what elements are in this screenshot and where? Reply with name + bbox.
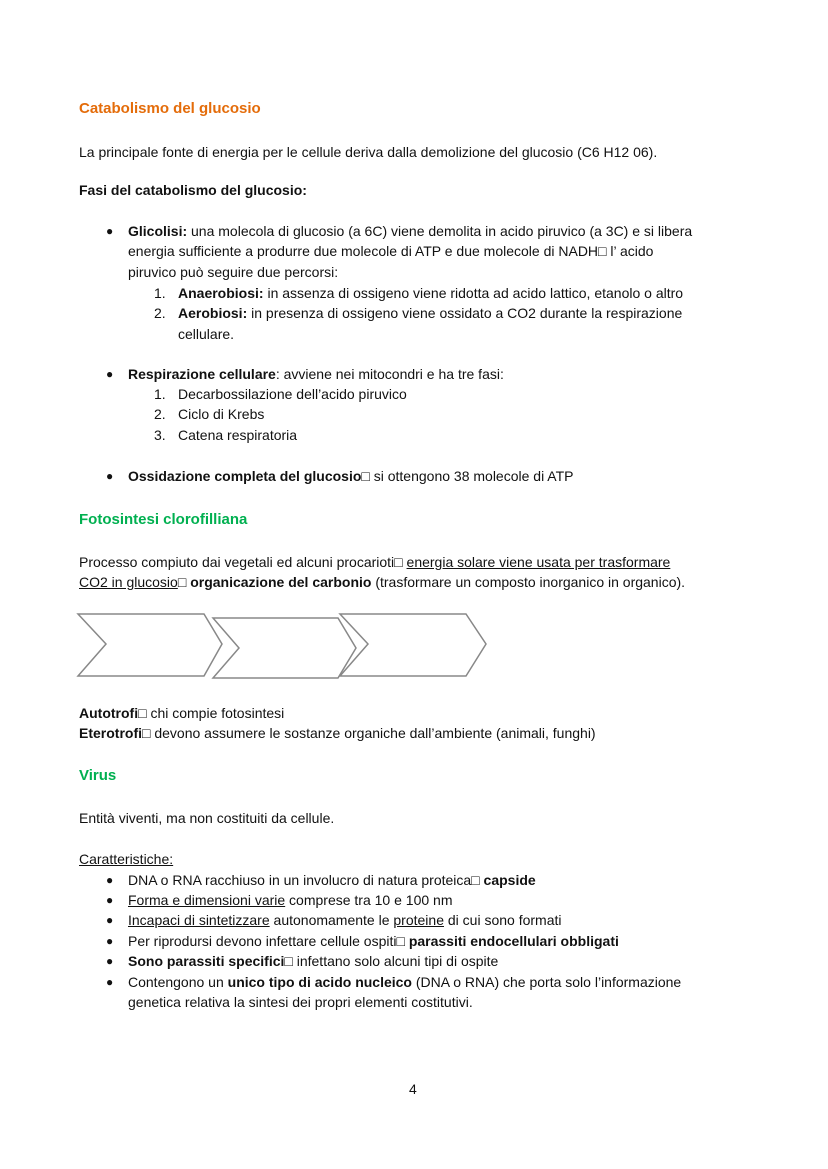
bullet-icon: ● — [106, 893, 114, 907]
text-segment: Catabolismo del glucosio — [79, 100, 261, 117]
text-line — [128, 467, 574, 485]
text-line — [128, 365, 504, 383]
bullet-icon: ● — [106, 469, 114, 483]
text-segment: (DNA o RNA) che porta solo l’informazione — [412, 974, 682, 990]
text-line — [79, 704, 284, 722]
text-segment: □ si ottengono 38 molecole di ATP — [361, 468, 574, 484]
text-segment: una molecola di glucosio (a 6C) viene demolita in acido piruvico (a 3C) e si libera — [187, 223, 693, 239]
list-number: 2. — [154, 406, 166, 422]
bold-text: Respirazione cellulare — [128, 366, 276, 382]
text-segment: energia sufficiente a produrre due molecole di ATP e due molecole di NADH□ l’ acido — [128, 243, 654, 259]
bullet-icon: ● — [106, 913, 114, 927]
underlined-text: CO2 in glucosio — [79, 574, 178, 590]
text-segment: DNA o RNA racchiuso in un involucro di natura proteica□ — [128, 872, 484, 888]
text-segment: Virus — [79, 767, 117, 784]
bullet-icon: ● — [106, 954, 114, 968]
bold-text: Fasi del catabolismo del glucosio: — [79, 182, 307, 198]
text-segment: Ciclo di Krebs — [178, 406, 265, 422]
bullet-icon: ● — [106, 367, 114, 381]
text-segment: autonomamente le — [269, 912, 394, 928]
text-segment: Fotosintesi clorofilliana — [79, 511, 248, 528]
underlined-text: proteine — [393, 912, 444, 928]
section-heading — [79, 767, 116, 785]
text-line — [79, 809, 334, 827]
text-line — [128, 871, 536, 889]
bold-text: Sono parassiti specifici — [128, 953, 285, 969]
text-line — [178, 304, 682, 322]
text-segment: Catena respiratoria — [178, 427, 298, 443]
bullet-icon: ● — [106, 934, 114, 948]
text-segment: □ chi compie fotosintesi — [138, 705, 285, 721]
text-segment: □ — [177, 574, 191, 590]
list-number: 3. — [154, 427, 166, 443]
text-line — [128, 891, 452, 909]
text-line — [128, 222, 692, 240]
text-segment: La principale fonte di energia per le cellule deriva dalla demolizione del glucosio (C6 H12 06). — [79, 144, 658, 160]
text-line — [128, 242, 653, 260]
text-line — [79, 553, 670, 571]
list-number: 1. — [154, 285, 166, 301]
bold-text: unico tipo di acido nucleico — [227, 974, 412, 990]
text-segment: (trasformare un composto inorganico in organico). — [371, 574, 686, 590]
bold-text: parassiti endocellulari obbligati — [408, 933, 619, 949]
text-segment: Per riprodursi devono infettare cellule ospiti□ — [128, 933, 409, 949]
text-line — [79, 181, 307, 199]
text-line — [178, 325, 234, 343]
bold-text: Eterotrofi — [79, 725, 142, 741]
text-line — [128, 993, 473, 1011]
underlined-text: Caratteristiche: — [79, 851, 174, 867]
list-number: 2. — [154, 305, 166, 321]
text-segment: Processo compiuto dai vegetali ed alcuni procarioti□ — [79, 554, 407, 570]
text-line — [128, 973, 681, 991]
chevron-shape-1 — [78, 614, 222, 676]
text-line — [178, 426, 297, 444]
text-line — [79, 573, 685, 591]
bullet-icon: ● — [106, 975, 114, 989]
bold-text: Autotrofi — [79, 705, 139, 721]
text-segment: Decarbossilazione dell’acido piruvico — [178, 386, 407, 402]
underlined-text: Forma e dimensioni varie — [128, 892, 286, 908]
chevron-process-diagram — [76, 610, 496, 682]
list-number: 1. — [154, 386, 166, 402]
text-line — [79, 143, 657, 161]
bullet-icon: ● — [106, 873, 114, 887]
bold-text: Aerobiosi: — [178, 305, 248, 321]
text-line — [128, 911, 561, 929]
page-number: 4 — [409, 1081, 417, 1097]
chevron-shape-2 — [213, 618, 356, 678]
text-segment: genetica relativa la sintesi dei propri elementi costitutivi. — [128, 994, 473, 1010]
bold-text: capside — [483, 872, 536, 888]
bold-text: Glicolisi: — [128, 223, 188, 239]
bold-text: Anaerobiosi: — [178, 285, 264, 301]
section-heading — [79, 511, 247, 529]
text-segment: : avviene nei mitocondri e ha tre fasi: — [275, 366, 504, 382]
underlined-text: energia solare viene usata per trasformare — [406, 554, 671, 570]
text-segment: Contengono un — [128, 974, 228, 990]
bullet-icon: ● — [106, 224, 114, 238]
text-segment: in presenza di ossigeno viene ossidato a CO2 durante la respirazione — [247, 305, 683, 321]
text-segment: piruvico può seguire due percorsi: — [128, 264, 339, 280]
text-line — [178, 284, 683, 302]
text-line — [79, 724, 596, 742]
bold-text: organicazione del carbonio — [190, 574, 372, 590]
underlined-text: Incapaci di sintetizzare — [128, 912, 270, 928]
section-heading — [79, 100, 261, 118]
text-line — [128, 932, 619, 950]
text-segment: □ devono assumere le sostanze organiche dall’ambiente (animali, funghi) — [142, 725, 596, 741]
text-segment: in assenza di ossigeno viene ridotta ad acido lattico, etanolo o altro — [263, 285, 684, 301]
text-segment: comprese tra 10 e 100 nm — [285, 892, 453, 908]
text-line — [178, 405, 264, 423]
text-line — [79, 850, 173, 868]
bold-text: Ossidazione completa del glucosio — [128, 468, 362, 484]
text-line — [128, 952, 498, 970]
text-segment: Entità viventi, ma non costituiti da cellule. — [79, 810, 335, 826]
text-segment: cellulare. — [178, 326, 235, 342]
chevron-shape-3 — [340, 614, 486, 676]
text-line — [128, 263, 338, 281]
text-segment: di cui sono formati — [443, 912, 562, 928]
text-segment: □ infettano solo alcuni tipi di ospite — [284, 953, 499, 969]
text-line — [178, 385, 407, 403]
